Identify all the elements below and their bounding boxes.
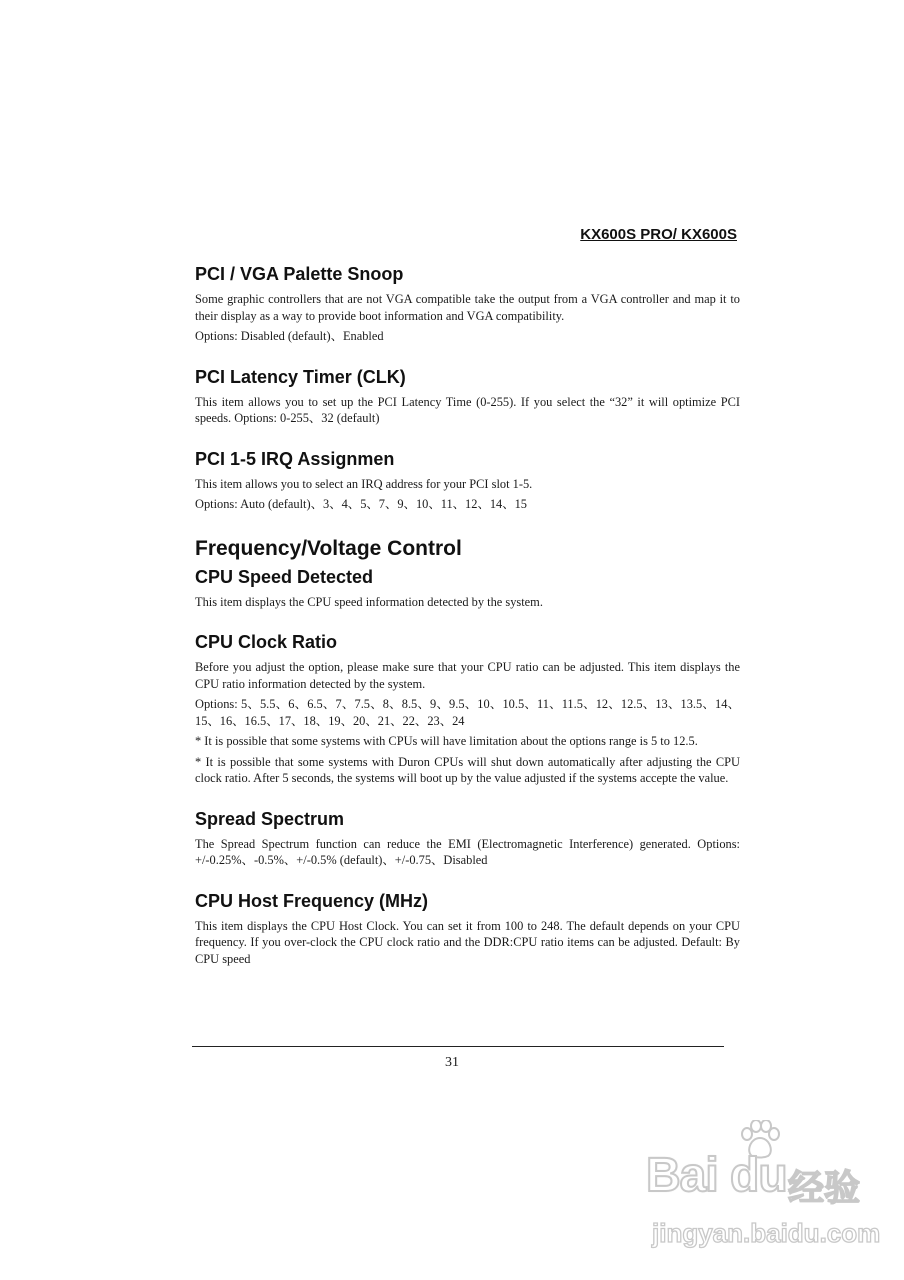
section-pci-latency-timer (195, 365, 740, 427)
watermark-url: jingyan.baidu.com (652, 1218, 881, 1248)
section-cpu-host-frequency (195, 889, 740, 968)
desc-cpu-host-frequency: This item displays the CPU Host Clock. You can set it from 100 to 248. The default depends on your CPU frequency. If you over-clock the CPU clock ratio and the DDR:CPU ratio items can be adjusted. Default: By CPU speed (195, 918, 740, 966)
desc-cpu-speed-detected: This item displays the CPU speed information detected by the system. (195, 594, 543, 609)
options-cpu-clock-ratio: Options: 5、5.5、6、6.5、7、7.5、8、8.5、9、9.5、10、10.5、11、11.5、12、12.5、13、13.5、14、15、16、16.5、17、18、19、20、21、22、23、24 (195, 697, 740, 728)
desc-pci-vga-palette-snoop: Some graphic controllers that are not VGA compatible take the output from a VGA controller and map it to their display as a way to provide boot information and VGA compatibility. (195, 292, 740, 323)
model-header: KX600S PRO/ KX600S (580, 226, 737, 243)
heading-pci-irq-assignment: PCI 1-5 IRQ Assignmen (195, 448, 395, 469)
desc-pci-latency-timer: This item allows you to set up the PCI Latency Time (0-255). If you select the “32” it will optimize PCI speeds. Options: 0-255、32 (default) (195, 394, 740, 425)
heading-frequency-voltage-control: Frequency/Voltage Control (195, 536, 462, 560)
heading-pci-latency-timer: PCI Latency Timer (CLK) (195, 366, 406, 387)
options-pci-vga-palette-snoop: Options: Disabled (default)、Enabled (195, 329, 384, 343)
heading-cpu-clock-ratio: CPU Clock Ratio (195, 632, 338, 652)
note-cpu-limitation: * It is possible that some systems with CPUs will have limitation about the options range is 5 to 12.5. (195, 734, 698, 748)
desc-pci-irq-assignment: This item allows you to select an IRQ address for your PCI slot 1-5. (195, 476, 533, 491)
heading-pci-vga-palette-snoop: PCI / VGA Palette Snoop (195, 264, 404, 284)
baidu-watermark (646, 1120, 881, 1250)
section-pci-vga-palette-snoop (195, 262, 740, 345)
footer-divider (192, 1046, 724, 1047)
desc-spread-spectrum: The Spread Spectrum function can reduce the EMI (Electromagnetic Interference) generated. Options: +/-0.25%、-0.5%、+/-0.5% (default)、+/-0.75、Disabled (195, 836, 740, 867)
page-number: 31 (445, 1055, 459, 1070)
section-spread-spectrum (195, 807, 740, 869)
page-content (195, 262, 740, 987)
desc-cpu-clock-ratio: Before you adjust the option, please make sure that your CPU ratio can be adjusted. This item displays the CPU ratio information detected by the system. (195, 660, 740, 691)
section-cpu-clock-ratio (195, 630, 740, 787)
note-duron-shutdown: * It is possible that some systems with Duron CPUs will shut down automatically after adjusting the CPU clock ratio. After 5 seconds, the systems will boot up by the value adjusted if the systems accepte the value. (195, 754, 740, 785)
options-pci-irq-assignment: Options: Auto (default)、3、4、5、7、9、10、11、12、14、15 (195, 497, 528, 511)
heading-cpu-host-frequency: CPU Host Frequency (MHz) (195, 890, 429, 911)
heading-spread-spectrum: Spread Spectrum (195, 808, 345, 829)
heading-cpu-speed-detected: CPU Speed Detected (195, 566, 374, 587)
watermark-cn-text: 经验 (788, 1168, 861, 1209)
watermark-logo-text: Bai du (646, 1149, 787, 1202)
section-cpu-speed-detected (195, 565, 740, 611)
section-pci-irq-assignment (195, 447, 740, 513)
